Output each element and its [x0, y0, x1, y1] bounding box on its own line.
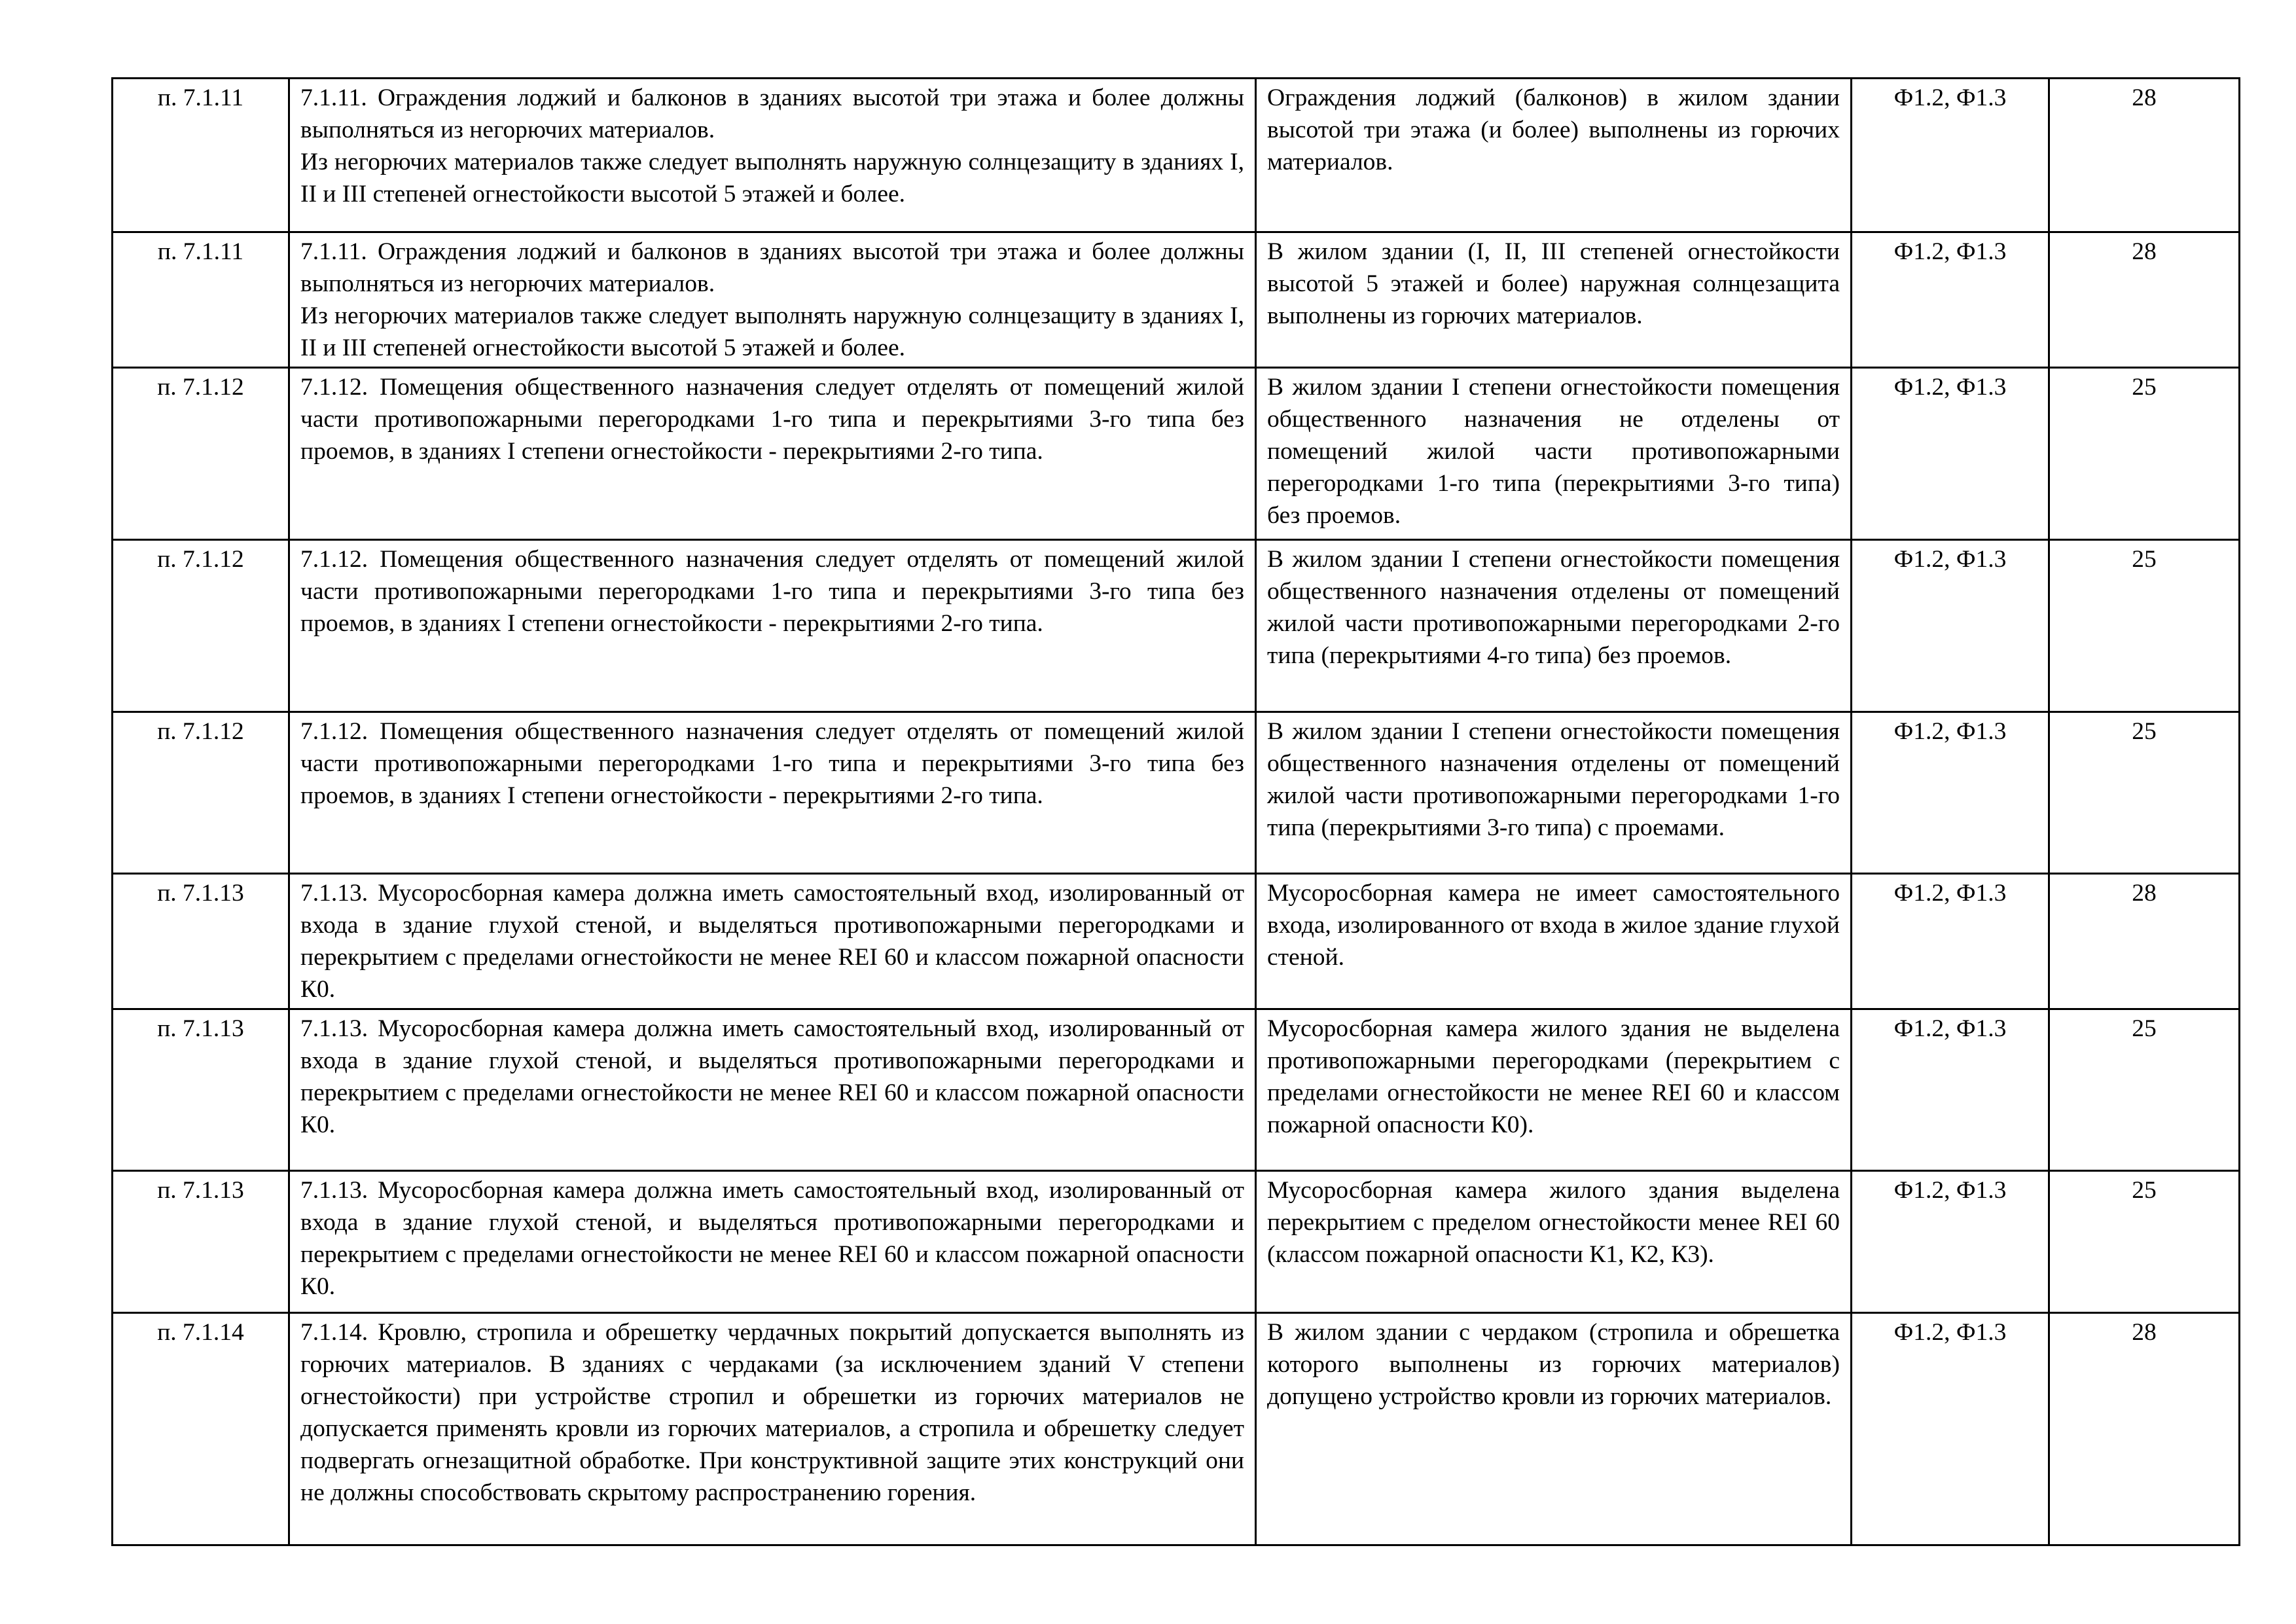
- requirement-paragraph: 7.1.13. Мусоросборная камера должна иметь самостоятельный вход, изолированный от входа в здание глухой стеной, и выделяться противопожарными перегородками и перекрытием с пределами огнестойкости не менее REI 60 и классом пожарной опасности К0.: [300, 1015, 1244, 1138]
- class-cell: Ф1.2, Ф1.3: [1852, 368, 2049, 540]
- clause-cell: п. 7.1.12: [113, 368, 289, 540]
- table-row: [113, 232, 2240, 368]
- class-cell: Ф1.2, Ф1.3: [1852, 232, 2049, 368]
- violation-cell: В жилом здании I степени огнестойкости помещения общественного назначения не отделены от помещений жилой части противопожарными перегородками 1-го типа (перекрытиями 3-го типа) без проемов.: [1256, 368, 1852, 540]
- violation-cell: В жилом здании с чердаком (стропила и обрешетка которого выполнены из горючих материалов) допущено устройство кровли из горючих материалов.: [1256, 1313, 1852, 1545]
- requirement-paragraph: 7.1.13. Мусоросборная камера должна иметь самостоятельный вход, изолированный от входа в здание глухой стеной, и выделяться противопожарными перегородками и перекрытием с пределами огнестойкости не менее REI 60 и классом пожарной опасности К0.: [300, 880, 1244, 1003]
- violation-cell: В жилом здании (I, II, III степеней огнестойкости высотой 5 этажей и более) наружная солнцезащита выполнены из горючих материалов.: [1256, 232, 1852, 368]
- table-row: [113, 1171, 2240, 1313]
- requirement-paragraph: 7.1.11. Ограждения лоджий и балконов в зданиях высотой три этажа и более должны выполняться из негорючих материалов.: [300, 84, 1244, 143]
- requirement-cell: [289, 232, 1256, 368]
- requirement-paragraph: Из негорючих материалов также следует выполнять наружную солнцезащиту в зданиях I, II и III степеней огнестойкости высотой 5 этажей и более.: [300, 302, 1244, 361]
- code-cell: 25: [2049, 540, 2240, 712]
- clause-cell: п. 7.1.14: [113, 1313, 289, 1545]
- class-cell: Ф1.2, Ф1.3: [1852, 712, 2049, 874]
- table-body: [113, 79, 2240, 1545]
- requirement-paragraph: 7.1.12. Помещения общественного назначения следует отделять от помещений жилой части противопожарными перегородками 1-го типа и перекрытиями 3-го типа без проемов, в зданиях I степени огнестойкости - перекрытиями 2-го типа.: [300, 374, 1244, 465]
- requirement-cell: [289, 540, 1256, 712]
- code-cell: 25: [2049, 1171, 2240, 1313]
- code-cell: 28: [2049, 79, 2240, 232]
- requirement-cell: [289, 1171, 1256, 1313]
- requirement-cell: [289, 79, 1256, 232]
- table-row: [113, 874, 2240, 1009]
- code-cell: 25: [2049, 712, 2240, 874]
- clause-cell: п. 7.1.12: [113, 540, 289, 712]
- table-row: [113, 79, 2240, 232]
- class-cell: Ф1.2, Ф1.3: [1852, 1009, 2049, 1171]
- requirement-cell: [289, 712, 1256, 874]
- code-cell: 28: [2049, 1313, 2240, 1545]
- violation-cell: Ограждения лоджий (балконов) в жилом здании высотой три этажа (и более) выполнены из горючих материалов.: [1256, 79, 1852, 232]
- requirement-paragraph: 7.1.12. Помещения общественного назначения следует отделять от помещений жилой части противопожарными перегородками 1-го типа и перекрытиями 3-го типа без проемов, в зданиях I степени огнестойкости - перекрытиями 2-го типа.: [300, 546, 1244, 637]
- clause-cell: п. 7.1.11: [113, 79, 289, 232]
- code-cell: 28: [2049, 232, 2240, 368]
- violation-cell: Мусоросборная камера не имеет самостоятельного входа, изолированного от входа в жилое здание глухой стеной.: [1256, 874, 1852, 1009]
- table-row: [113, 1009, 2240, 1171]
- requirement-paragraph: 7.1.12. Помещения общественного назначения следует отделять от помещений жилой части противопожарными перегородками 1-го типа и перекрытиями 3-го типа без проемов, в зданиях I степени огнестойкости - перекрытиями 2-го типа.: [300, 718, 1244, 809]
- code-cell: 28: [2049, 874, 2240, 1009]
- table-row: [113, 1313, 2240, 1545]
- clause-cell: п. 7.1.13: [113, 874, 289, 1009]
- requirement-cell: [289, 368, 1256, 540]
- class-cell: Ф1.2, Ф1.3: [1852, 79, 2049, 232]
- class-cell: Ф1.2, Ф1.3: [1852, 1171, 2049, 1313]
- requirement-paragraph: 7.1.13. Мусоросборная камера должна иметь самостоятельный вход, изолированный от входа в здание глухой стеной, и выделяться противопожарными перегородками и перекрытием с пределами огнестойкости не менее REI 60 и классом пожарной опасности К0.: [300, 1177, 1244, 1300]
- clause-cell: п. 7.1.13: [113, 1009, 289, 1171]
- violation-cell: Мусоросборная камера жилого здания выделена перекрытием с пределом огнестойкости менее REI 60 (классом пожарной опасности К1, К2, К3).: [1256, 1171, 1852, 1313]
- clause-cell: п. 7.1.13: [113, 1171, 289, 1313]
- requirement-cell: [289, 1009, 1256, 1171]
- requirement-paragraph: Из негорючих материалов также следует выполнять наружную солнцезащиту в зданиях I, II и III степеней огнестойкости высотой 5 этажей и более.: [300, 149, 1244, 208]
- requirement-cell: [289, 1313, 1256, 1545]
- table-row: [113, 368, 2240, 540]
- table-row: [113, 540, 2240, 712]
- violation-cell: В жилом здании I степени огнестойкости помещения общественного назначения отделены от помещений жилой части противопожарными перегородками 2-го типа (перекрытиями 4-го типа) без проемов.: [1256, 540, 1852, 712]
- clause-cell: п. 7.1.12: [113, 712, 289, 874]
- requirement-cell: [289, 874, 1256, 1009]
- class-cell: Ф1.2, Ф1.3: [1852, 1313, 2049, 1545]
- code-cell: 25: [2049, 1009, 2240, 1171]
- class-cell: Ф1.2, Ф1.3: [1852, 540, 2049, 712]
- requirement-paragraph: 7.1.11. Ограждения лоджий и балконов в зданиях высотой три этажа и более должны выполняться из негорючих материалов.: [300, 238, 1244, 297]
- table-row: [113, 712, 2240, 874]
- violation-cell: В жилом здании I степени огнестойкости помещения общественного назначения отделены от помещений жилой части противопожарными перегородками 1-го типа (перекрытиями 3-го типа) с проемами.: [1256, 712, 1852, 874]
- requirement-paragraph: 7.1.14. Кровлю, стропила и обрешетку чердачных покрытий допускается выполнять из горючих материалов. В зданиях с чердаками (за исключением зданий V степени огнестойкости) при устройстве стропил и обрешетки из горючих материалов не допускается применять кровли из горючих материалов, а стропила и обрешетку следует подвергать огнезащитной обработке. При конструктивной защите этих конструкций они не должны способствовать скрытому распространению горения.: [300, 1319, 1244, 1506]
- requirements-table: [111, 77, 2240, 1546]
- class-cell: Ф1.2, Ф1.3: [1852, 874, 2049, 1009]
- code-cell: 25: [2049, 368, 2240, 540]
- clause-cell: п. 7.1.11: [113, 232, 289, 368]
- violation-cell: Мусоросборная камера жилого здания не выделена противопожарными перегородками (перекрытием с пределами огнестойкости не менее REI 60 и классом пожарной опасности К0).: [1256, 1009, 1852, 1171]
